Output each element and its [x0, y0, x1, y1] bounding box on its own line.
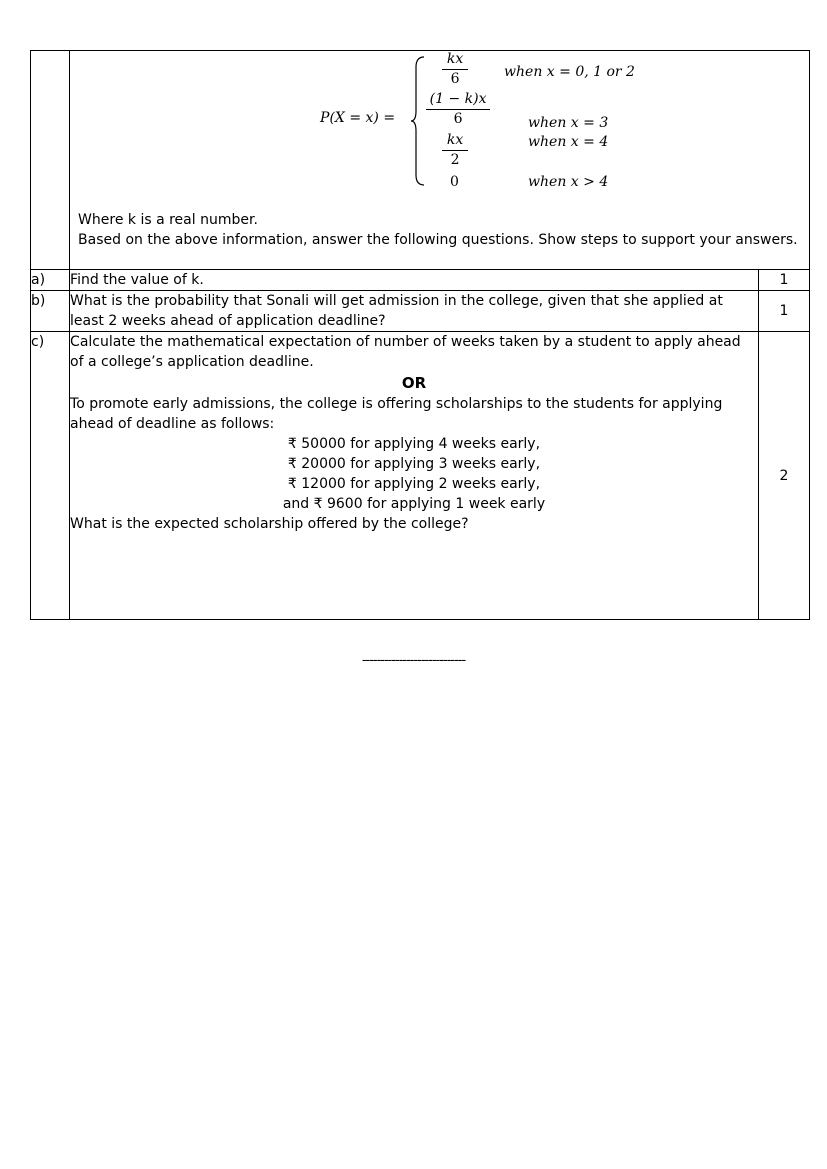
question-text: What is the probability that Sonali will get admission in the college, given that she applied at least 2 weeks ahead of application deadline?	[70, 291, 759, 332]
question-row-b	[31, 291, 810, 332]
alternative-intro: To promote early admissions, the college is offering scholarships to the students for applying ahead of deadline as follows:	[70, 396, 723, 432]
function-lhs: P(X = x) =	[320, 110, 396, 126]
piecewise-function	[70, 51, 809, 191]
case3-numerator: kx	[446, 132, 464, 148]
case3-fraction	[442, 132, 468, 169]
question-text: Find the value of k.	[70, 270, 759, 291]
case4-condition: when x > 4	[528, 174, 609, 190]
question-label: c)	[31, 332, 70, 620]
scholarship-item: ₹ 20000 for applying 3 weeks early,	[287, 456, 541, 472]
question-row-c	[31, 332, 810, 620]
alternative-question: What is the expected scholarship offered by the college?	[70, 516, 469, 532]
scholarship-item: and ₹ 9600 for applying 1 week early	[282, 496, 546, 512]
case3-condition: when x = 4	[528, 134, 609, 150]
left-brace-icon	[410, 55, 426, 187]
intro-line-2: Based on the above information, answer the following questions. Show steps to support your answers.	[78, 232, 798, 248]
question-row-a	[31, 270, 810, 291]
case3-denominator: 2	[450, 152, 460, 168]
case2-numerator: (1 − k)x	[429, 91, 487, 107]
case1-fraction	[442, 51, 468, 88]
question-label: b)	[31, 291, 70, 332]
intro-line-1: Where k is a real number.	[78, 212, 258, 228]
question-label: a)	[31, 270, 70, 291]
case2-denominator: 6	[453, 111, 463, 127]
scholarship-list	[70, 434, 758, 514]
intro-row	[31, 51, 810, 270]
intro-label-cell	[31, 51, 70, 270]
question-marks: 2	[758, 332, 809, 620]
or-separator: OR	[401, 374, 427, 392]
question-marks: 1	[758, 270, 809, 291]
scholarship-item: ₹ 50000 for applying 4 weeks early,	[287, 436, 541, 452]
question-marks: 1	[758, 291, 809, 332]
intro-text	[70, 209, 809, 251]
question-text: Calculate the mathematical expectation of number of weeks taken by a student to apply ahead of a college’s application deadline.	[70, 334, 741, 370]
case2-fraction	[426, 91, 490, 128]
case4-value: 0	[450, 174, 459, 190]
end-of-paper-line: ----------------------------	[361, 653, 466, 668]
case1-numerator: kx	[446, 51, 464, 67]
intro-cell	[70, 51, 810, 270]
scholarship-item: ₹ 12000 for applying 2 weeks early,	[287, 476, 541, 492]
question-table	[30, 50, 810, 620]
question-c-body	[70, 332, 759, 620]
case1-condition: when x = 0, 1 or 2	[504, 64, 635, 80]
case1-denominator: 6	[450, 71, 460, 87]
case2-condition: when x = 3	[528, 115, 609, 131]
